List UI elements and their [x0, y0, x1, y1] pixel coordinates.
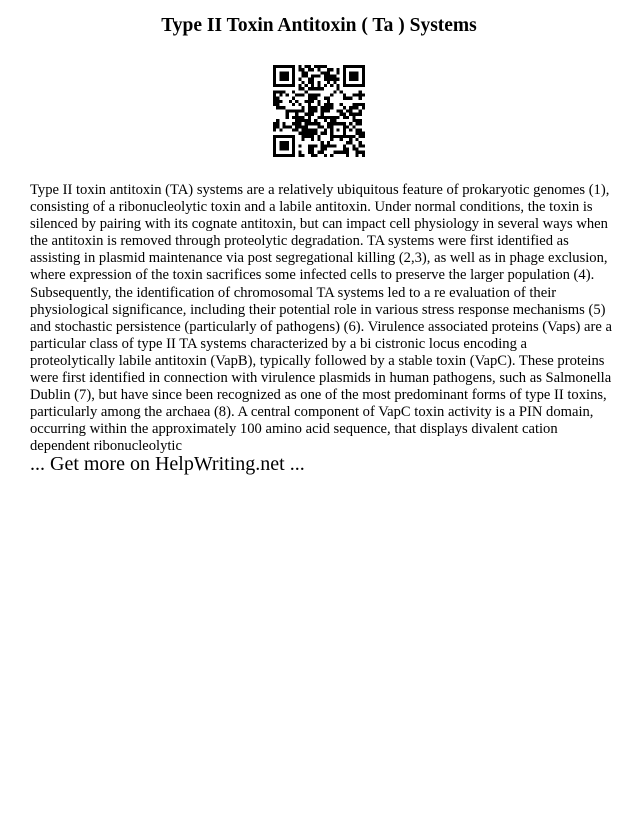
body-paragraph: Type II toxin antitoxin (TA) systems are a relatively ubiquitous feature of prokaryotic genomes (1), consisting of a ribonucleolytic toxin and a labile antitoxin. Under normal conditions, the toxin is silenced by pairing with its cognate antitoxin, but can impact cell physiology in several ways when the antitoxin is removed through proteolytic degradation. TA systems were first identified as assisting in plasmid maintenance via post segregational killing (2,3), as well as in phage exclusion, where expression of the toxin sacrifices some infected cells to preserve the larger population (4). Subsequently, the identification of chromosomal TA systems led to a re evaluation of their physiological significance, including their potential role in various stress response mechanisms (5) and stochastic persistence (particularly of pathogens) (6). Virulence associated proteins (Vaps) are a particular class of type II TA systems characterized by a bi cistronic locus encoding a proteolytically labile antitoxin (VapB), typically followed by a stable toxin (VapC). These proteins were first identified in connection with virulence plasmids in human pathogens, such as Salmonella Dublin (7), but have since been recognized as one of the most predominant forms of type II toxins, particularly among the archaea (8). A central component of VapC toxin activity is a PIN domain, occurring within the approximately 100 amino acid sequence, that displays divalent cation dependent ribonucleolytic	[30, 182, 612, 455]
get-more-link[interactable]: ... Get more on HelpWriting.net ...	[30, 453, 305, 475]
qr-code-graphic	[273, 65, 365, 157]
qr-code-icon[interactable]	[273, 65, 365, 157]
page-title: Type II Toxin Antitoxin ( Ta ) Systems	[161, 15, 477, 36]
